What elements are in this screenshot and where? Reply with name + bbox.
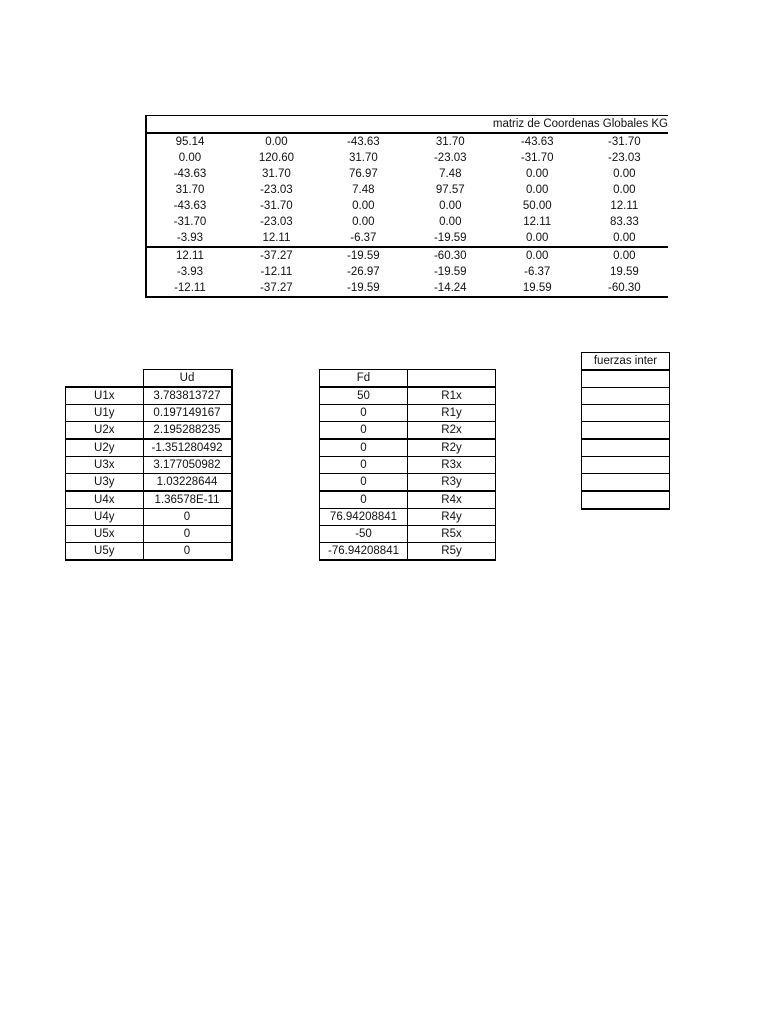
matrix-cell: 0.00 (352, 200, 375, 212)
matrix-cell: 31.70 (175, 184, 205, 196)
ud-header-row (66, 370, 232, 388)
ud-label: U5x (66, 526, 144, 543)
fd-row (320, 526, 496, 543)
matrix-cell: -31.70 (520, 152, 554, 164)
fd-label: R5x (408, 526, 496, 543)
matrix-cell: 0.00 (581, 247, 668, 264)
matrix-cell: 0.00 (613, 184, 636, 196)
fd-header: Fd (320, 370, 408, 388)
fd-label: R5y (408, 543, 496, 561)
global-stiffness-matrix (145, 115, 668, 298)
fd-value: 50 (320, 387, 408, 405)
fuerzas-row (582, 491, 670, 509)
matrix-cell: 50.00 (522, 200, 552, 212)
ud-value: 2.195288235 (143, 422, 232, 440)
ud-label: U4x (66, 491, 144, 509)
fd-label: R1y (408, 405, 496, 422)
matrix-cell: -43.63 (520, 136, 554, 148)
ud-label: U1x (66, 387, 144, 405)
matrix-cell: -12.11 (146, 280, 233, 297)
ud-row (66, 457, 232, 474)
fd-label: R3x (408, 457, 496, 474)
fd-row (320, 474, 496, 492)
matrix-cell: 31.70 (435, 136, 465, 148)
matrix-cell: -6.37 (524, 266, 551, 278)
matrix-cell: -23.03 (260, 216, 293, 228)
matrix-cell: 12.11 (610, 200, 639, 212)
fd-value: 0 (320, 422, 408, 440)
fuerzas-row (582, 474, 670, 492)
fd-row (320, 491, 496, 509)
fuerzas-cell (582, 388, 670, 405)
fuerzas-inter-table (581, 352, 670, 510)
matrix-cell: -19.59 (433, 232, 467, 244)
fd-value: 0 (320, 474, 408, 492)
ud-row (66, 422, 232, 440)
ud-header-blank (66, 370, 144, 388)
matrix-row (146, 264, 668, 280)
matrix-cell: -3.93 (176, 266, 204, 278)
ud-label: U5y (66, 543, 144, 561)
ud-label: U2x (66, 422, 144, 440)
ud-label: U2y (66, 439, 144, 457)
ud-value: 0 (143, 509, 232, 526)
fuerzas-row (582, 405, 670, 422)
ud-row (66, 474, 232, 492)
matrix-cell: -37.27 (233, 247, 320, 264)
fuerzas-cell (582, 422, 670, 440)
ud-row (66, 405, 232, 422)
matrix-cell: 0.00 (526, 184, 549, 196)
matrix-cell: 31.70 (348, 152, 378, 164)
matrix-row (146, 166, 668, 182)
matrix-cell: 12.11 (146, 247, 233, 264)
fd-label: R4x (408, 491, 496, 509)
ud-value: 0 (143, 543, 232, 561)
ud-value: -1.351280492 (143, 439, 232, 457)
fd-value: 0 (320, 457, 408, 474)
fuerzas-row (582, 388, 670, 405)
fd-row (320, 387, 496, 405)
matrix-row (146, 150, 668, 166)
ud-table (65, 369, 233, 561)
matrix-cell: 19.59 (494, 280, 581, 297)
matrix-cell: 120.60 (258, 152, 294, 164)
matrix-cell: -3.93 (176, 232, 204, 244)
matrix-cell: -23.03 (608, 152, 641, 164)
ud-row (66, 439, 232, 457)
fd-row (320, 543, 496, 561)
fd-row (320, 422, 496, 440)
matrix-cell: 0.00 (439, 200, 462, 212)
ud-header: Ud (143, 370, 232, 388)
fuerzas-cell (582, 491, 670, 509)
ud-value: 1.03228644 (143, 474, 232, 492)
fuerzas-cell (582, 439, 670, 457)
fd-row (320, 405, 496, 422)
matrix-cell: 0.00 (494, 247, 581, 264)
matrix-cell: 97.57 (435, 184, 465, 196)
matrix-cell: 0.00 (265, 136, 288, 148)
matrix-cell: -12.11 (260, 266, 293, 278)
ud-label: U3y (66, 474, 144, 492)
fd-label: R4y (408, 509, 496, 526)
fd-value: -76.94208841 (320, 543, 408, 561)
ud-value: 3.177050982 (143, 457, 232, 474)
matrix-cell: -14.24 (407, 280, 494, 297)
fd-header-row (320, 370, 496, 388)
fd-table (319, 369, 496, 561)
matrix-cell: -43.63 (173, 200, 207, 212)
fuerzas-row (582, 457, 670, 474)
fd-row (320, 457, 496, 474)
matrix-cell: -43.63 (347, 136, 380, 148)
fd-label: R2y (408, 439, 496, 457)
matrix-cell: 31.70 (262, 168, 291, 180)
fuerzas-cell (582, 405, 670, 422)
fd-row (320, 439, 496, 457)
ud-row (66, 526, 232, 543)
ud-value: 3.783813727 (143, 387, 232, 405)
matrix-cell: -23.03 (433, 152, 467, 164)
matrix-cell: -43.63 (173, 168, 207, 180)
fuerzas-cell (582, 474, 670, 492)
fuerzas-header: fuerzas inter (582, 353, 670, 371)
matrix-cell: -31.70 (260, 200, 293, 212)
ud-row (66, 509, 232, 526)
ud-label: U4y (66, 509, 144, 526)
matrix-row (146, 214, 668, 230)
fd-header-2 (408, 370, 496, 388)
fd-value: 0 (320, 405, 408, 422)
matrix-cell: 0.00 (439, 216, 462, 228)
matrix-cell: -23.03 (260, 184, 293, 196)
matrix-row (146, 133, 668, 150)
matrix-cell: -19.59 (433, 266, 467, 278)
matrix-row (146, 230, 668, 247)
matrix-title: matriz de Coordenas Globales KG (146, 116, 668, 134)
fuerzas-cell (582, 457, 670, 474)
matrix-cell: -26.97 (347, 266, 380, 278)
fuerzas-header-row (582, 353, 670, 371)
fd-value: 0 (320, 491, 408, 509)
ud-value: 0.197149167 (143, 405, 232, 422)
ud-row (66, 543, 232, 561)
fd-label: R1x (408, 387, 496, 405)
matrix-row (146, 182, 668, 198)
matrix-cell: 0.00 (178, 152, 202, 164)
matrix-cell: -19.59 (320, 247, 407, 264)
matrix-row (146, 247, 668, 264)
ud-row (66, 387, 232, 405)
ud-row (66, 491, 232, 509)
matrix-cell: 7.48 (352, 184, 375, 196)
fd-value: 0 (320, 439, 408, 457)
matrix-cell: 12.11 (262, 232, 291, 244)
matrix-cell: -6.37 (350, 232, 377, 244)
matrix-cell: 76.97 (348, 168, 378, 180)
fuerzas-row (582, 439, 670, 457)
fd-label: R2x (408, 422, 496, 440)
ud-value: 1.36578E-11 (143, 491, 232, 509)
fd-value: -50 (320, 526, 408, 543)
fd-value: 76.94208841 (320, 509, 408, 526)
matrix-cell: 83.33 (609, 216, 639, 228)
matrix-cell: 0.00 (613, 168, 636, 180)
fuerzas-row (582, 422, 670, 440)
fuerzas-cell (582, 370, 670, 388)
ud-label: U3x (66, 457, 144, 474)
matrix-cell: -31.70 (173, 216, 207, 228)
ud-value: 0 (143, 526, 232, 543)
matrix-cell: -60.30 (407, 247, 494, 264)
matrix-cell: 7.48 (439, 168, 462, 180)
matrix-cell: 0.00 (526, 168, 549, 180)
matrix-cell: 0.00 (352, 216, 375, 228)
matrix-cell: 0.00 (613, 232, 636, 244)
matrix-cell: 95.14 (175, 136, 205, 148)
matrix-cell: -37.27 (233, 280, 320, 297)
matrix-cell: -31.70 (608, 136, 641, 148)
fd-label: R3y (408, 474, 496, 492)
ud-label: U1y (66, 405, 144, 422)
matrix-cell: -19.59 (320, 280, 407, 297)
matrix-cell: -60.30 (581, 280, 668, 297)
matrix-cell: 0.00 (526, 232, 549, 244)
matrix-row (146, 198, 668, 214)
fuerzas-row (582, 370, 670, 388)
fd-row (320, 509, 496, 526)
matrix-cell: 12.11 (523, 216, 552, 228)
matrix-title-row (146, 116, 668, 134)
matrix-row (146, 280, 668, 297)
matrix-cell: 19.59 (609, 266, 639, 278)
